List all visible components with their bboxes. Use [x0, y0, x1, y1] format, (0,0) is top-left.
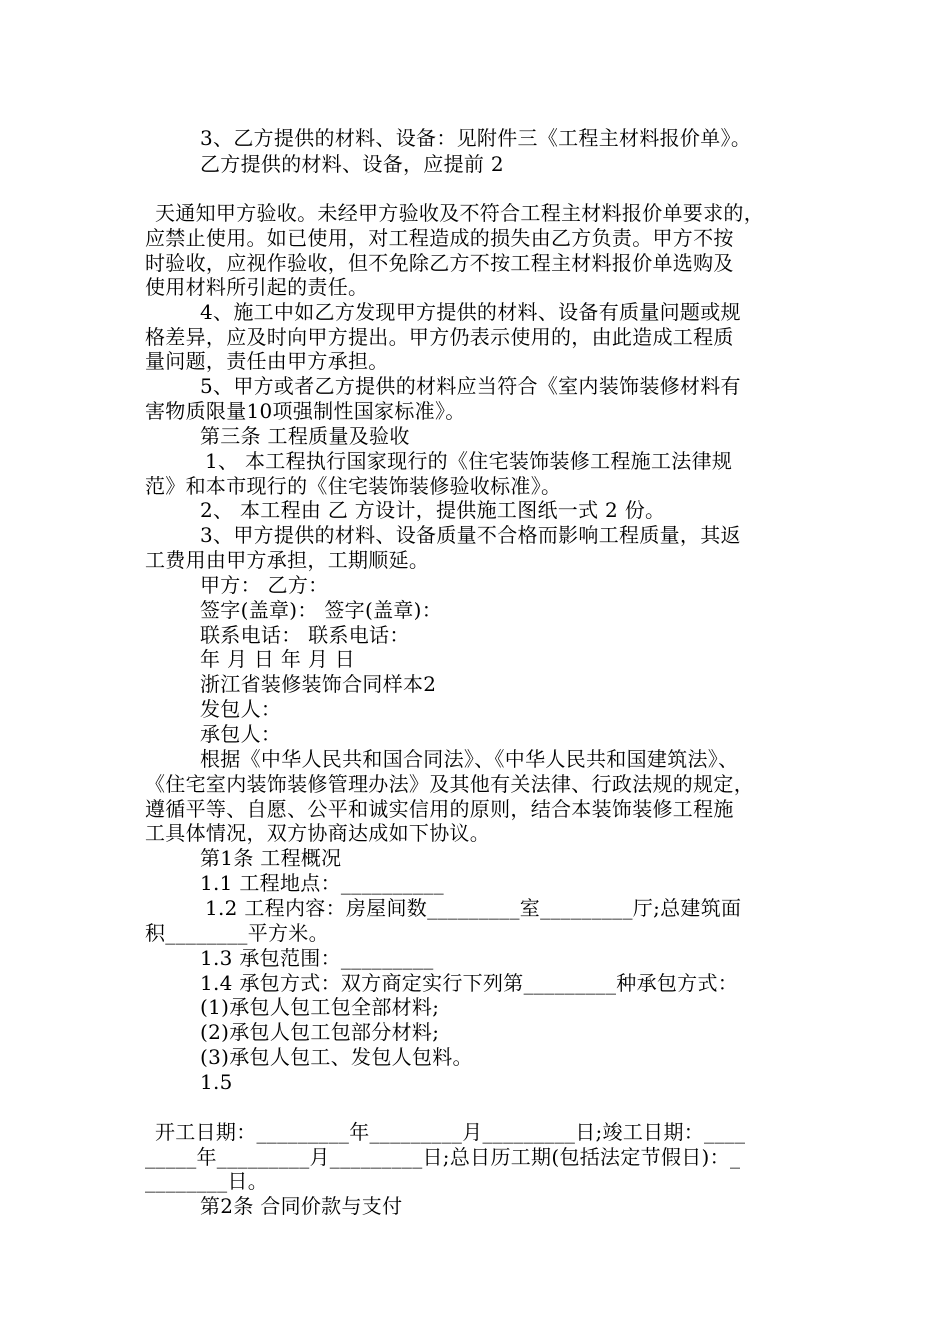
text-line: 使用材料所引起的责任。 — [145, 275, 369, 299]
text-line: 时验收，应视作验收，但不免除乙方不按工程主材料报价单选购及 — [145, 251, 734, 275]
schedule-line: 开工日期：_________年_________月_________日;竣工日期：____ — [155, 1120, 746, 1144]
text-line: 2、 本工程由 乙 方设计，提供施工图纸一式 2 份。 — [200, 498, 666, 522]
text-line: 遵循平等、自愿、公平和诚实信用的原则，结合本装饰装修工程施 — [145, 797, 734, 821]
section-heading: 第2条 合同价款与支付 — [200, 1194, 403, 1218]
text-line: 3、甲方提供的材料、设备质量不合格而影响工程质量，其返 — [200, 523, 741, 547]
list-item: (3)承包人包工、发包人包料。 — [200, 1045, 473, 1069]
text-line: 5、甲方或者乙方提供的材料应当符合《室内装饰装修材料有 — [200, 374, 741, 398]
text-line: 天通知甲方验收。未经甲方验收及不符合工程主材料报价单要求的， — [155, 201, 764, 225]
clause-line: 1.1 工程地点：__________ — [200, 871, 444, 895]
list-item: (2)承包人包工包部分材料; — [200, 1020, 440, 1044]
clause-line: 1.4 承包方式：双方商定实行下列第_________种承包方式： — [200, 971, 739, 995]
document-title: 浙江省装修装饰合同样本2 — [200, 672, 437, 696]
text-line: 量问题，责任由甲方承担。 — [145, 349, 389, 373]
clause-line: 1.2 工程内容：房屋间数_________室_________厅;总建筑面 — [205, 896, 742, 920]
text-line: 3、乙方提供的材料、设备：见附件三《工程主材料报价单》。 — [200, 126, 752, 150]
list-item: (1)承包人包工包全部材料; — [200, 995, 440, 1019]
text-line: 根据《中华人民共和国合同法》、《中华人民共和国建筑法》、 — [200, 747, 739, 771]
text-line: 工具体情况，双方协商达成如下协议。 — [145, 821, 491, 845]
phone-line: 联系电话： 联系电话： — [200, 623, 410, 647]
text-line: 范》和本市现行的《住宅装饰装修验收标准》。 — [145, 474, 562, 498]
text-line: 乙方提供的材料、设备，应提前 2 — [200, 152, 504, 176]
employer-line: 发包人： — [200, 697, 282, 721]
schedule-line: _____年_________月_________日;总日历工期(包括法定节假日)：_ — [145, 1145, 741, 1169]
date-line: 年 月 日 年 月 日 — [200, 647, 356, 671]
signature-parties: 甲方： 乙方： — [200, 573, 329, 597]
text-line: 1、 本工程执行国家现行的《住宅装饰装修工程施工法律规 — [205, 449, 733, 473]
text-line: 《住宅室内装饰装修管理办法》及其他有关法律、行政法规的规定， — [145, 772, 754, 796]
text-line: 工费用由甲方承担，工期顺延。 — [145, 548, 430, 572]
clause-line: 1.5 — [200, 1070, 233, 1094]
text-line: 害物质限量10项强制性国家标准》。 — [145, 399, 466, 423]
text-line: 应禁止使用。如已使用，对工程造成的损失由乙方负责。甲方不按 — [145, 226, 734, 250]
section-heading: 第三条 工程质量及验收 — [200, 424, 410, 448]
clause-line: 积________平方米。 — [145, 921, 329, 945]
schedule-line: ________日。 — [145, 1169, 268, 1193]
text-line: 4、施工中如乙方发现甲方提供的材料、设备有质量问题或规 — [200, 300, 741, 324]
clause-line: 1.3 承包范围：_________ — [200, 946, 434, 970]
section-heading: 第1条 工程概况 — [200, 846, 342, 870]
signature-line: 签字(盖章)： 签字(盖章)： — [200, 598, 443, 622]
contractor-line: 承包人： — [200, 722, 282, 746]
text-line: 格差异，应及时向甲方提出。甲方仍表示使用的，由此造成工程质 — [145, 325, 734, 349]
